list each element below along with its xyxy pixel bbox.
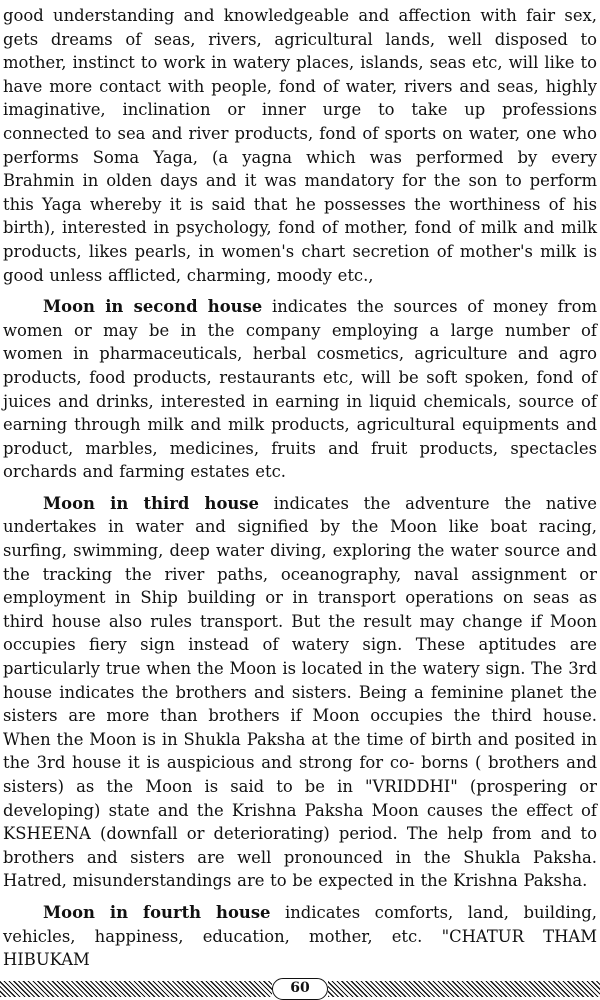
paragraph-text: indicates the sources of money from women or may be in the company employing a large number of women in pharmaceuticals, herbal cosmetics, agriculture and agro products, food products, restaurants etc, will be soft spoken, fond of juices and drinks, interested in earning in liquid chemicals, source of earning through milk and milk products, agricultural equipments and product, marbles, medicines, fruits and fruit products, spectacles orchards and farming estates etc. [3,297,597,482]
paragraph-text: indicates comforts, land, building, vehicles, happiness, education, mother, etc. "CHATUR THAM HIBUKAM [3,902,597,970]
paragraph-moon-second-house [3,295,597,484]
paragraph-text: good understanding and knowledgeable and affection with fair sex, gets dreams of seas, rivers, agricultural lands, well disposed to mother, instinct to work in watery places, islands, seas etc, will like to have more contact with people, fond of water, rivers and seas, highly imaginative, inclination or inner urge to take up professions connected to sea and river products, fond of sports on water, one who performs Soma Yaga, (a yagna which was performed by every Brahmin in olden days and it was mandatory for the son to perform this Yaga whereby it is said that he possesses the worthiness of his birth), interested in psychology, fond of mother, fond of milk and milk products, likes pearls, in women's chart secretion of mother's milk is good unless afflicted, charming, moody etc., [3,6,597,285]
footer-hatch-left [0,981,272,997]
paragraph-moon-third-house [3,492,597,893]
page-footer [0,978,600,1000]
section-lead-heading: Moon in third house [43,493,259,513]
section-lead-heading: Moon in fourth house [43,902,271,922]
paragraph-text: indicates the adventure the native undertakes in water and signified by the Moon like boat racing, surfing, swimming, deep water diving, exploring the water source and the tracking the river paths, oceanography, naval assignment or employment in Ship building or in transport operations on seas as third house also rules transport. But the result may change if Moon occupies fiery sign instead of watery sign. These aptitudes are particularly true when the Moon is located in the watery sign. The 3rd house indicates the brothers and sisters. Being a feminine planet the sisters are more than brothers if Moon occupies the third house. When the Moon is in Shukla Paksha at the time of birth and posited in the 3rd house it is auspicious and strong for co- borns ( brothers and sisters) as the Moon is said to be in "VRIDDHI" (prospering or developing) state and the Krishna Paksha Moon causes the effect of KSHEENA (downfall or deteriorating) period. The help from and to brothers and sisters are well pronounced in the Shukla Paksha. Hatred, misunderstandings are to be expected in the Krishna Paksha. [3,493,597,891]
page-body [0,4,600,972]
paragraph-moon-fourth-house [3,901,597,972]
paragraph-moon-first-house-continued [3,4,597,287]
page-number: 60 [272,978,328,1000]
section-lead-heading: Moon in second house [43,297,263,317]
footer-hatch-right [328,981,600,997]
